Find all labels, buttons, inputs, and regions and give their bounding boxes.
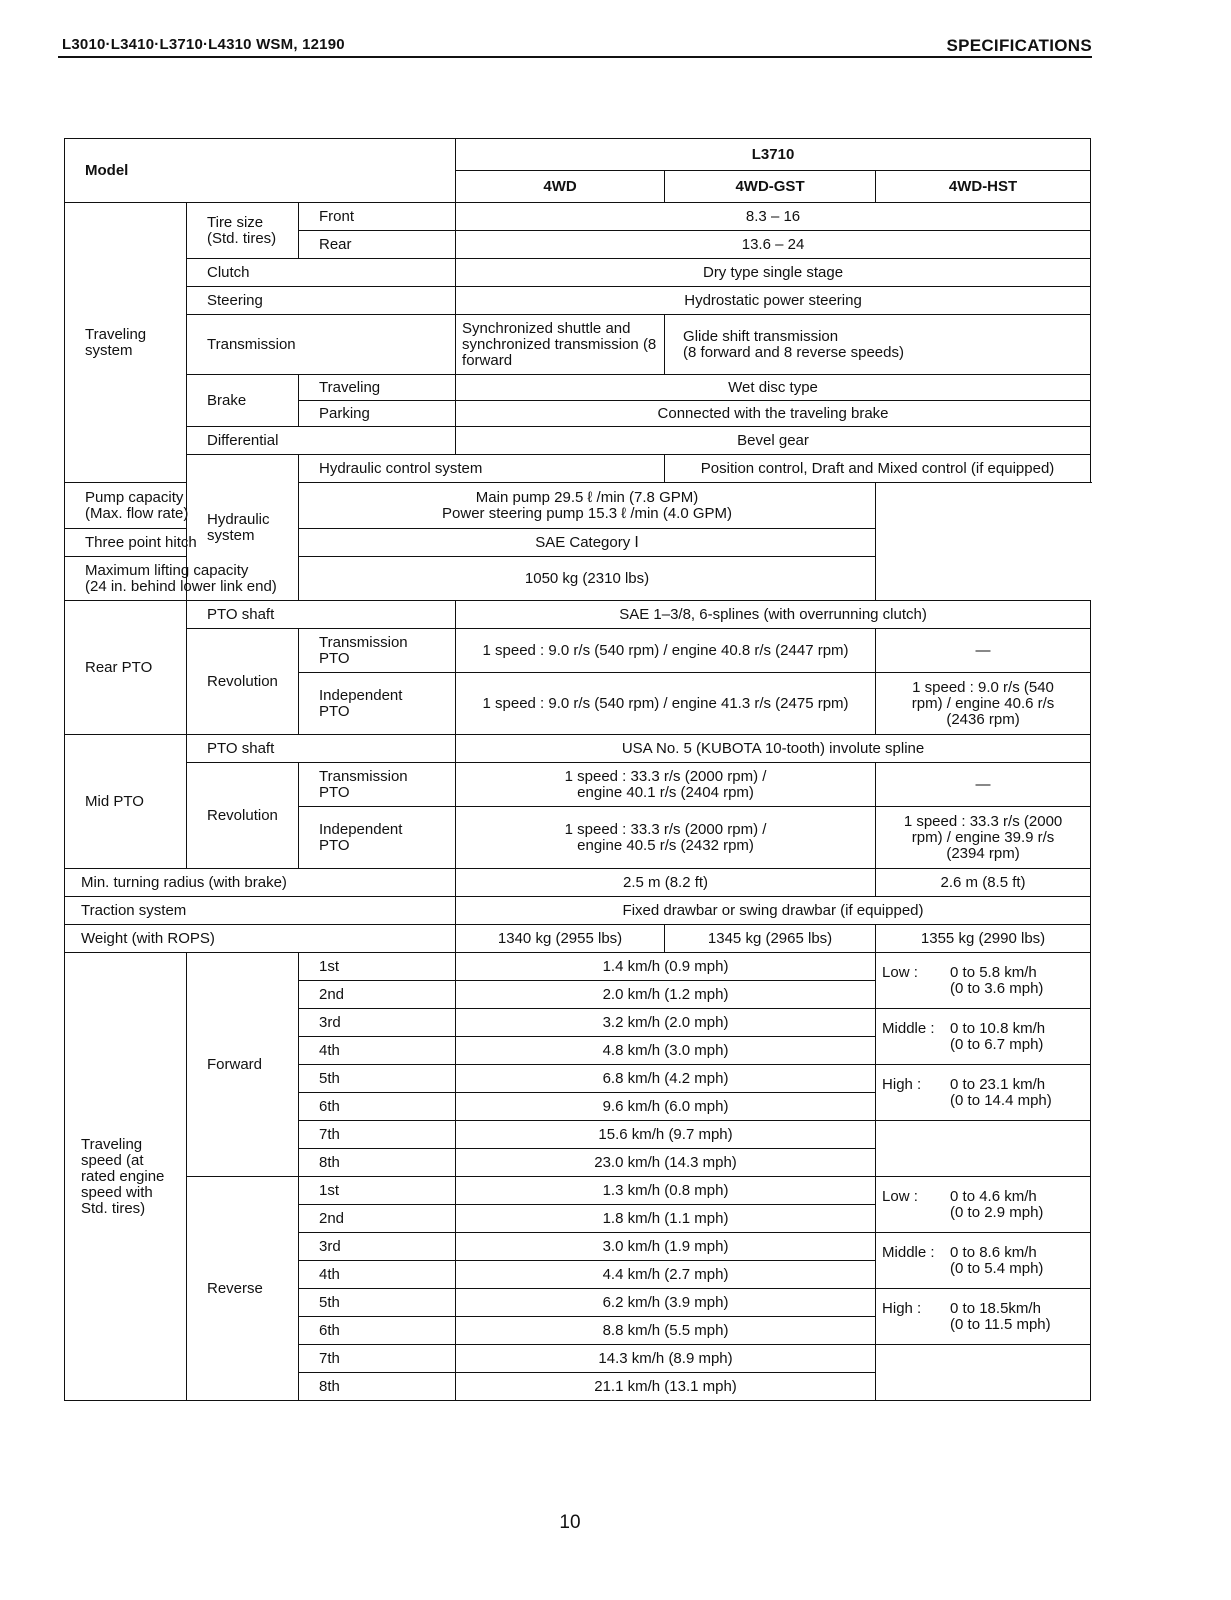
reverse-gear-label: 8th	[299, 1373, 456, 1401]
max-lifting-capacity-label: Maximum lifting capacity (24 in. behind lower link end)	[65, 557, 299, 601]
forward-gear-label: 4th	[299, 1037, 456, 1065]
header-rule	[58, 56, 1092, 58]
reverse-speed-value: 3.0 km/h (1.9 mph)	[456, 1233, 876, 1261]
forward-gear-label: 6th	[299, 1093, 456, 1121]
weight-hst-value: 1355 kg (2990 lbs)	[876, 925, 1091, 953]
section-title: SPECIFICATIONS	[946, 36, 1092, 55]
reverse-speed-value: 4.4 km/h (2.7 mph)	[456, 1261, 876, 1289]
rear-pto-independent-label: Independent PTO	[299, 673, 456, 735]
steering-value: Hydrostatic power steering	[456, 287, 1091, 315]
forward-gear-label: 7th	[299, 1121, 456, 1149]
mid-pto-revolution-label: Revolution	[187, 763, 299, 869]
specifications-table	[64, 138, 1091, 1401]
rear-pto-independent-hst-value: 1 speed : 9.0 r/s (540 rpm) / engine 40.6 r/s (2436 rpm)	[876, 673, 1091, 735]
rear-pto-transmission-label: Transmission PTO	[299, 629, 456, 673]
traction-system-value: Fixed drawbar or swing drawbar (if equipped)	[456, 897, 1091, 925]
hst-range-label: Low :	[882, 963, 918, 981]
brake-traveling-value: Wet disc type	[456, 375, 1091, 401]
rear-pto-revolution-label: Revolution	[187, 629, 299, 735]
hst-range-label: Middle :	[882, 1243, 935, 1261]
forward-label: Forward	[187, 953, 299, 1177]
differential-value: Bevel gear	[456, 427, 1091, 455]
mid-pto-independent-hst-value: 1 speed : 33.3 r/s (2000 rpm) / engine 39.9 r/s (2394 rpm)	[876, 807, 1091, 869]
reverse-speed-value: 1.8 km/h (1.1 mph)	[456, 1205, 876, 1233]
tire-size-label: Tire size (Std. tires)	[187, 203, 299, 259]
tire-rear-value: 13.6 – 24	[456, 231, 1091, 259]
forward-speed-value: 9.6 km/h (6.0 mph)	[456, 1093, 876, 1121]
brake-parking-value: Connected with the traveling brake	[456, 401, 1091, 427]
weight-label: Weight (with ROPS)	[65, 925, 456, 953]
transmission-label: Transmission	[187, 315, 456, 375]
reverse-speed-value: 1.3 km/h (0.8 mph)	[456, 1177, 876, 1205]
turning-radius-value: 2.5 m (8.2 ft)	[456, 869, 876, 897]
hst-range-label: High :	[882, 1075, 922, 1093]
hst-forward-middle	[876, 1009, 1091, 1065]
mid-pto-transmission-hst-value: —	[876, 763, 1091, 807]
forward-speed-value: 3.2 km/h (2.0 mph)	[456, 1009, 876, 1037]
hst-forward-empty	[876, 1121, 1091, 1177]
rear-pto-transmission-value: 1 speed : 9.0 r/s (540 rpm) / engine 40.8 r/s (2447 rpm)	[456, 629, 876, 673]
reverse-speed-value: 8.8 km/h (5.5 mph)	[456, 1317, 876, 1345]
hst-range-value: 0 to 8.6 km/h (0 to 5.4 mph)	[950, 1243, 1044, 1277]
transmission-4wd-value: Synchronized shuttle and synchronized transmission (8 forward	[456, 315, 665, 375]
variant-4wd-hst: 4WD-HST	[876, 171, 1091, 203]
hydraulic-system-label: Hydraulic system	[187, 455, 299, 601]
reverse-speed-value: 6.2 km/h (3.9 mph)	[456, 1289, 876, 1317]
hst-range-label: High :	[882, 1299, 922, 1317]
hydraulic-control-label: Hydraulic control system	[299, 455, 665, 483]
hst-range-label: Middle :	[882, 1019, 935, 1037]
reverse-gear-label: 6th	[299, 1317, 456, 1345]
mid-pto-label: Mid PTO	[65, 735, 187, 869]
hst-forward-low	[876, 953, 1091, 1009]
mid-pto-independent-label: Independent PTO	[299, 807, 456, 869]
hst-reverse-middle	[876, 1233, 1091, 1289]
reverse-speed-value: 21.1 km/h (13.1 mph)	[456, 1373, 876, 1401]
hst-range-value: 0 to 10.8 km/h (0 to 6.7 mph)	[950, 1019, 1046, 1053]
forward-speed-value: 15.6 km/h (9.7 mph)	[456, 1121, 876, 1149]
reverse-gear-label: 5th	[299, 1289, 456, 1317]
forward-gear-label: 5th	[299, 1065, 456, 1093]
mid-pto-transmission-label: Transmission PTO	[299, 763, 456, 807]
max-lifting-capacity-value: 1050 kg (2310 lbs)	[299, 557, 876, 601]
steering-label: Steering	[187, 287, 456, 315]
reverse-gear-label: 3rd	[299, 1233, 456, 1261]
hst-forward-high	[876, 1065, 1091, 1121]
forward-gear-label: 3rd	[299, 1009, 456, 1037]
model-label: Model	[65, 139, 456, 203]
transmission-gst-hst-value: Glide shift transmission (8 forward and 8 reverse speeds)	[665, 315, 1091, 375]
forward-gear-label: 2nd	[299, 981, 456, 1009]
forward-speed-value: 1.4 km/h (0.9 mph)	[456, 953, 876, 981]
page-number: 10	[559, 1512, 581, 1533]
forward-speed-value: 6.8 km/h (4.2 mph)	[456, 1065, 876, 1093]
brake-traveling-label: Traveling	[299, 375, 456, 401]
forward-gear-label: 1st	[299, 953, 456, 981]
rear-pto-transmission-hst-value: —	[876, 629, 1091, 673]
hst-reverse-high	[876, 1289, 1091, 1345]
reverse-gear-label: 4th	[299, 1261, 456, 1289]
tire-front-value: 8.3 – 16	[456, 203, 1091, 231]
hydraulic-control-value: Position control, Draft and Mixed control (if equipped)	[665, 455, 1091, 483]
pump-capacity-value: Main pump 29.5 ℓ /min (7.8 GPM) Power steering pump 15.3 ℓ /min (4.0 GPM)	[299, 483, 876, 529]
three-point-hitch-value: SAE Category Ⅰ	[299, 529, 876, 557]
clutch-value: Dry type single stage	[456, 259, 1091, 287]
traction-system-label: Traction system	[65, 897, 456, 925]
forward-speed-value: 23.0 km/h (14.3 mph)	[456, 1149, 876, 1177]
traveling-speed-label: Traveling speed (at rated engine speed with Std. tires)	[65, 953, 187, 1401]
reverse-gear-label: 2nd	[299, 1205, 456, 1233]
brake-parking-label: Parking	[299, 401, 456, 427]
turning-radius-label: Min. turning radius (with brake)	[65, 869, 456, 897]
hst-reverse-low	[876, 1177, 1091, 1233]
mid-pto-independent-value: 1 speed : 33.3 r/s (2000 rpm) / engine 40.5 r/s (2432 rpm)	[456, 807, 876, 869]
mid-pto-shaft-label: PTO shaft	[187, 735, 456, 763]
forward-gear-label: 8th	[299, 1149, 456, 1177]
three-point-hitch-label: Three point hitch	[65, 529, 299, 557]
hst-range-value: 0 to 4.6 km/h (0 to 2.9 mph)	[950, 1187, 1044, 1221]
document-code: L3010·L3410·L3710·L4310 WSM, 12190	[62, 36, 345, 53]
variant-4wd-gst: 4WD-GST	[665, 171, 876, 203]
forward-speed-value: 4.8 km/h (3.0 mph)	[456, 1037, 876, 1065]
clutch-label: Clutch	[187, 259, 456, 287]
tire-rear-label: Rear	[299, 231, 456, 259]
model-name: L3710	[456, 139, 1091, 171]
forward-speed-value: 2.0 km/h (1.2 mph)	[456, 981, 876, 1009]
mid-pto-transmission-value: 1 speed : 33.3 r/s (2000 rpm) / engine 40.1 r/s (2404 rpm)	[456, 763, 876, 807]
rear-pto-shaft-value: SAE 1–3/8, 6-splines (with overrunning clutch)	[456, 601, 1091, 629]
rear-pto-independent-value: 1 speed : 9.0 r/s (540 rpm) / engine 41.3 r/s (2475 rpm)	[456, 673, 876, 735]
rear-pto-label: Rear PTO	[65, 601, 187, 735]
reverse-gear-label: 1st	[299, 1177, 456, 1205]
differential-label: Differential	[187, 427, 456, 455]
turning-radius-hst-value: 2.6 m (8.5 ft)	[876, 869, 1091, 897]
hst-range-value: 0 to 5.8 km/h (0 to 3.6 mph)	[950, 963, 1044, 997]
pump-capacity-label: Pump capacity (Max. flow rate)	[65, 483, 299, 529]
weight-gst-value: 1345 kg (2965 lbs)	[665, 925, 876, 953]
reverse-gear-label: 7th	[299, 1345, 456, 1373]
hst-range-value: 0 to 23.1 km/h (0 to 14.4 mph)	[950, 1075, 1052, 1109]
variant-4wd: 4WD	[456, 171, 665, 203]
tire-front-label: Front	[299, 203, 456, 231]
traveling-system-label: Traveling system	[65, 203, 187, 483]
hst-range-value: 0 to 18.5km/h (0 to 11.5 mph)	[950, 1299, 1051, 1333]
weight-4wd-value: 1340 kg (2955 lbs)	[456, 925, 665, 953]
mid-pto-shaft-value: USA No. 5 (KUBOTA 10-tooth) involute spline	[456, 735, 1091, 763]
hst-range-label: Low :	[882, 1187, 918, 1205]
reverse-label: Reverse	[187, 1177, 299, 1401]
reverse-speed-value: 14.3 km/h (8.9 mph)	[456, 1345, 876, 1373]
hst-reverse-empty	[876, 1345, 1091, 1401]
rear-pto-shaft-label: PTO shaft	[187, 601, 456, 629]
brake-label: Brake	[187, 375, 299, 427]
